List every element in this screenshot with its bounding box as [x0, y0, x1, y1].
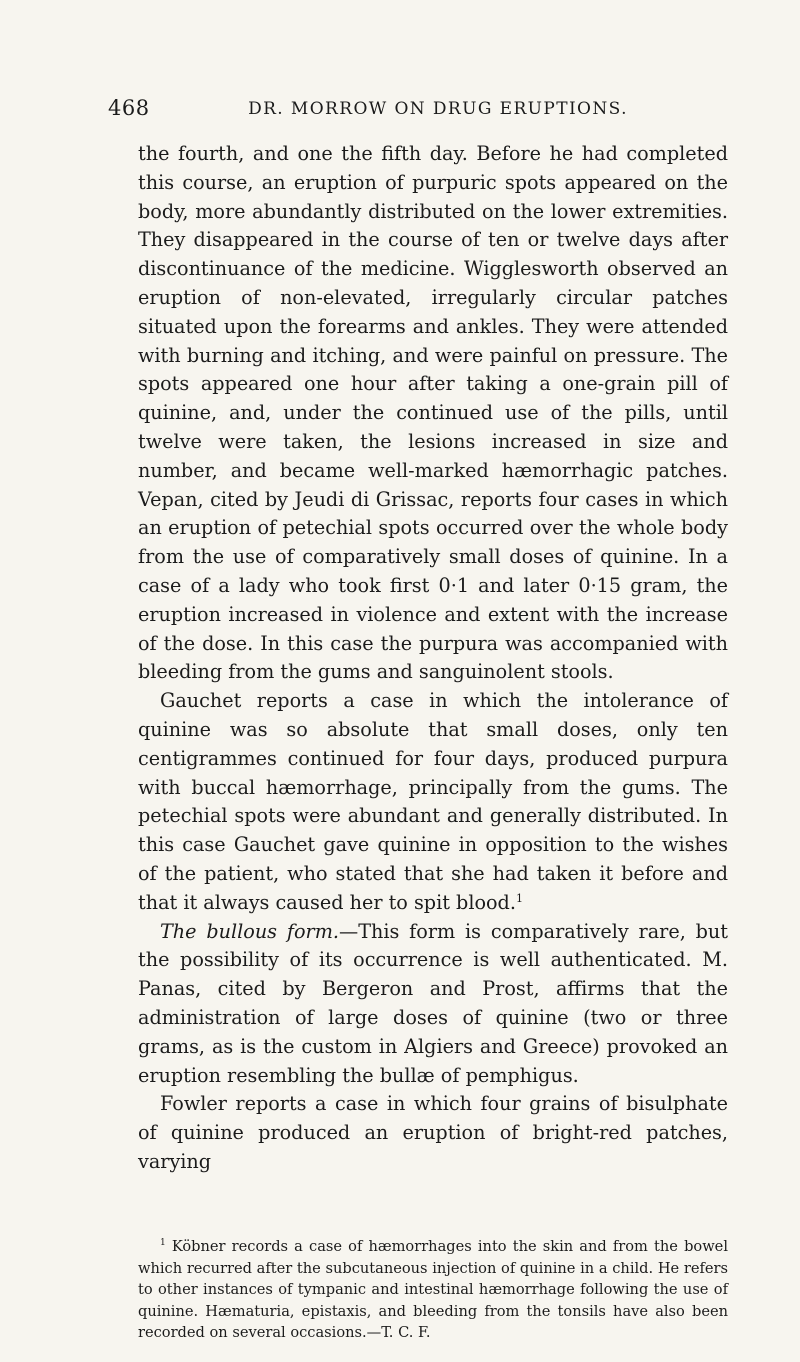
- paragraph-continuation: [138, 140, 728, 687]
- main-text: [138, 140, 728, 1177]
- paragraph-bullous-form: [138, 918, 728, 1091]
- paragraph-4-text: Fowler reports a case in which four grains of bisulphate of quinine produced an eruption of bright-red patches, varying: [138, 1092, 728, 1173]
- page-number: 468: [108, 96, 150, 120]
- footnote-text: Köbner records a case of hæmorrhages into the skin and from the bowel which recurred after the subcutaneous injection of quinine in a child. He refers to other instances of tympanic and intestinal hæmorrhage following the use of quinine. Hæmaturia, epistaxis, and bleeding from the tonsils have also been recorded on several occasions.—T. C. F.: [138, 1238, 728, 1341]
- paragraph-2-text: Gauchet reports a case in which the intolerance of quinine was so absolute that small doses, only ten centigrammes continued for four days, produced purpura with buccal hæmorrhage, principally from the gums. The petechial spots were abundant and generally distributed. In this case Gauchet gave quinine in opposition to the wishes of the patient, who stated that she had taken it before and that it always caused her to spit blood.: [138, 689, 728, 914]
- paragraph-gauchet: [138, 687, 728, 917]
- footnote-reference: 1: [515, 891, 523, 905]
- running-head: DR. MORROW ON DRUG ERUPTIONS.: [248, 99, 628, 119]
- footnote-marker: 1: [160, 1238, 166, 1248]
- section-heading-bullous-form: The bullous form.: [160, 919, 339, 943]
- paragraph-1-text: the fourth, and one the fifth day. Before he had completed this course, an eruption of purpuric spots appeared on the body, more abundantly distributed on the lower extremities. They disappeared in the course of ten or twelve days after discontinuance of the medicine. Wigglesworth observed an eruption of non-elevated, irregularly circular patches situated upon the forearms and ankles. They were attended with burning and itching, and were painful on pressure. The spots appeared one hour after taking a one-grain pill of quinine, and, under the continued use of the pills, until twelve were taken, the lesions increased in size and number, and became well-marked hæmorrhagic patches. Vepan, cited by Jeudi di Grissac, reports four cases in which an eruption of petechial spots occurred over the whole body from the use of comparatively small doses of quinine. In a case of a lady who took first 0·1 and later 0·15 gram, the eruption increased in violence and extent with the increase of the dose. In this case the purpura was accompanied with bleeding from the gums and sanguinolent stools.: [138, 142, 728, 684]
- paragraph-fowler: [138, 1090, 728, 1176]
- paragraph-3-text: —This form is comparatively rare, but the possibility of its occurrence is well authenticated. M. Panas, cited by Bergeron and Prost, affirms that the administration of large doses of quinine (two or three grams, as is the custom in Algiers and Greece) provoked an eruption resembling the bullæ of pemphigus.: [138, 919, 728, 1087]
- page-header: [108, 96, 728, 126]
- footnote: [138, 1236, 728, 1344]
